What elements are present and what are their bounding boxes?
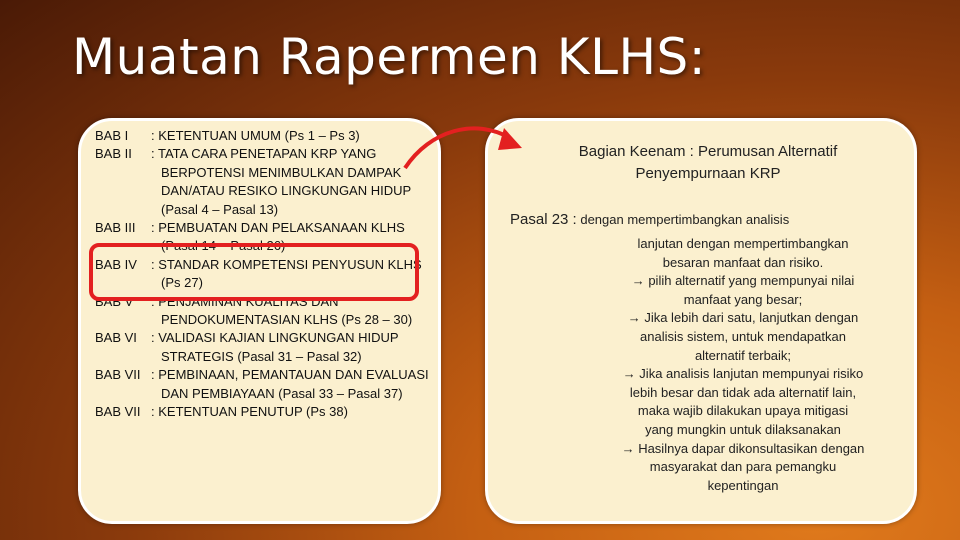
body-line: maka wajib dilakukan upaya mitigasi xyxy=(637,403,849,419)
page-title: Muatan Rapermen KLHS: xyxy=(72,28,707,86)
body-line: kepentingan xyxy=(707,477,779,493)
bab-number: BAB VI xyxy=(95,330,137,346)
bab-number: BAB VII xyxy=(95,404,141,420)
bab-text: : KETENTUAN PENUTUP (Ps 38) xyxy=(151,404,348,420)
body-line: → Jika lebih dari satu, lanjutkan dengan xyxy=(627,310,859,326)
bab-text: : TATA CARA PENETAPAN KRP YANG BERPOTENSI MENIMBULKAN DAMPAK DAN/ATAU RESIKO LINGKUNGAN HIDUP (Pasal 4 – Pasal 13) xyxy=(151,146,411,217)
pasal-label: Pasal 23 : xyxy=(510,211,577,228)
bab-text: : STANDAR KOMPETENSI PENYUSUN KLHS (Ps 27) xyxy=(151,256,422,291)
bab-text: : PEMBUATAN DAN PELAKSANAAN KLHS (Pasal 14 – Pasal 26) xyxy=(151,220,405,254)
bab-text: : VALIDASI KAJIAN LINGKUNGAN HIDUP STRATEGIS (Pasal 31 – Pasal 32) xyxy=(151,330,399,364)
body-line: lanjutan dengan mempertimbangkan xyxy=(637,236,849,251)
body-line: → Jika analisis lanjutan mempunyai risiko xyxy=(622,366,864,382)
body-line: → Hasilnya dapar dikonsultasikan dengan xyxy=(621,440,865,456)
section-heading-line: Penyempurnaan KRP xyxy=(635,165,781,182)
bab-text: : PENJAMINAN KUALITAS DAN PENDOKUMENTASIAN KLHS (Ps 28 – 30) xyxy=(151,293,413,328)
bab-text: : PEMBINAAN, PEMANTAUAN DAN EVALUASI DAN PEMBIAYAAN (Pasal 33 – Pasal 37) xyxy=(151,367,429,401)
body-line: masyarakat dan para pemangku xyxy=(649,459,837,475)
body-line: besaran manfaat dan risiko. xyxy=(662,254,824,270)
body-line: yang mungkin untuk dilaksanakan xyxy=(645,421,841,437)
bab-number: BAB III xyxy=(95,220,136,236)
section-heading-line: Bagian Keenam : Perumusan Alternatif xyxy=(578,143,838,160)
body-line: manfaat yang besar; xyxy=(683,291,803,307)
bab-number: BAB II xyxy=(95,146,132,162)
bab-number: BAB VII xyxy=(95,367,141,383)
body-line: lebih besar dan tidak ada alternatif lain, xyxy=(629,384,857,400)
bab-number: BAB V xyxy=(95,293,134,309)
body-line: → pilih alternatif yang mempunyai nilai xyxy=(631,273,855,289)
bab-number: BAB IV xyxy=(95,256,137,272)
pasal-intro: dengan mempertimbangkan analisis xyxy=(580,212,790,227)
body-line: alternatif terbaik; xyxy=(694,347,792,363)
body-line: analisis sistem, untuk mendapatkan xyxy=(640,328,846,344)
bab-text: : KETENTUAN UMUM (Ps 1 – Ps 3) xyxy=(151,128,360,143)
bab-number: BAB I xyxy=(95,128,129,143)
